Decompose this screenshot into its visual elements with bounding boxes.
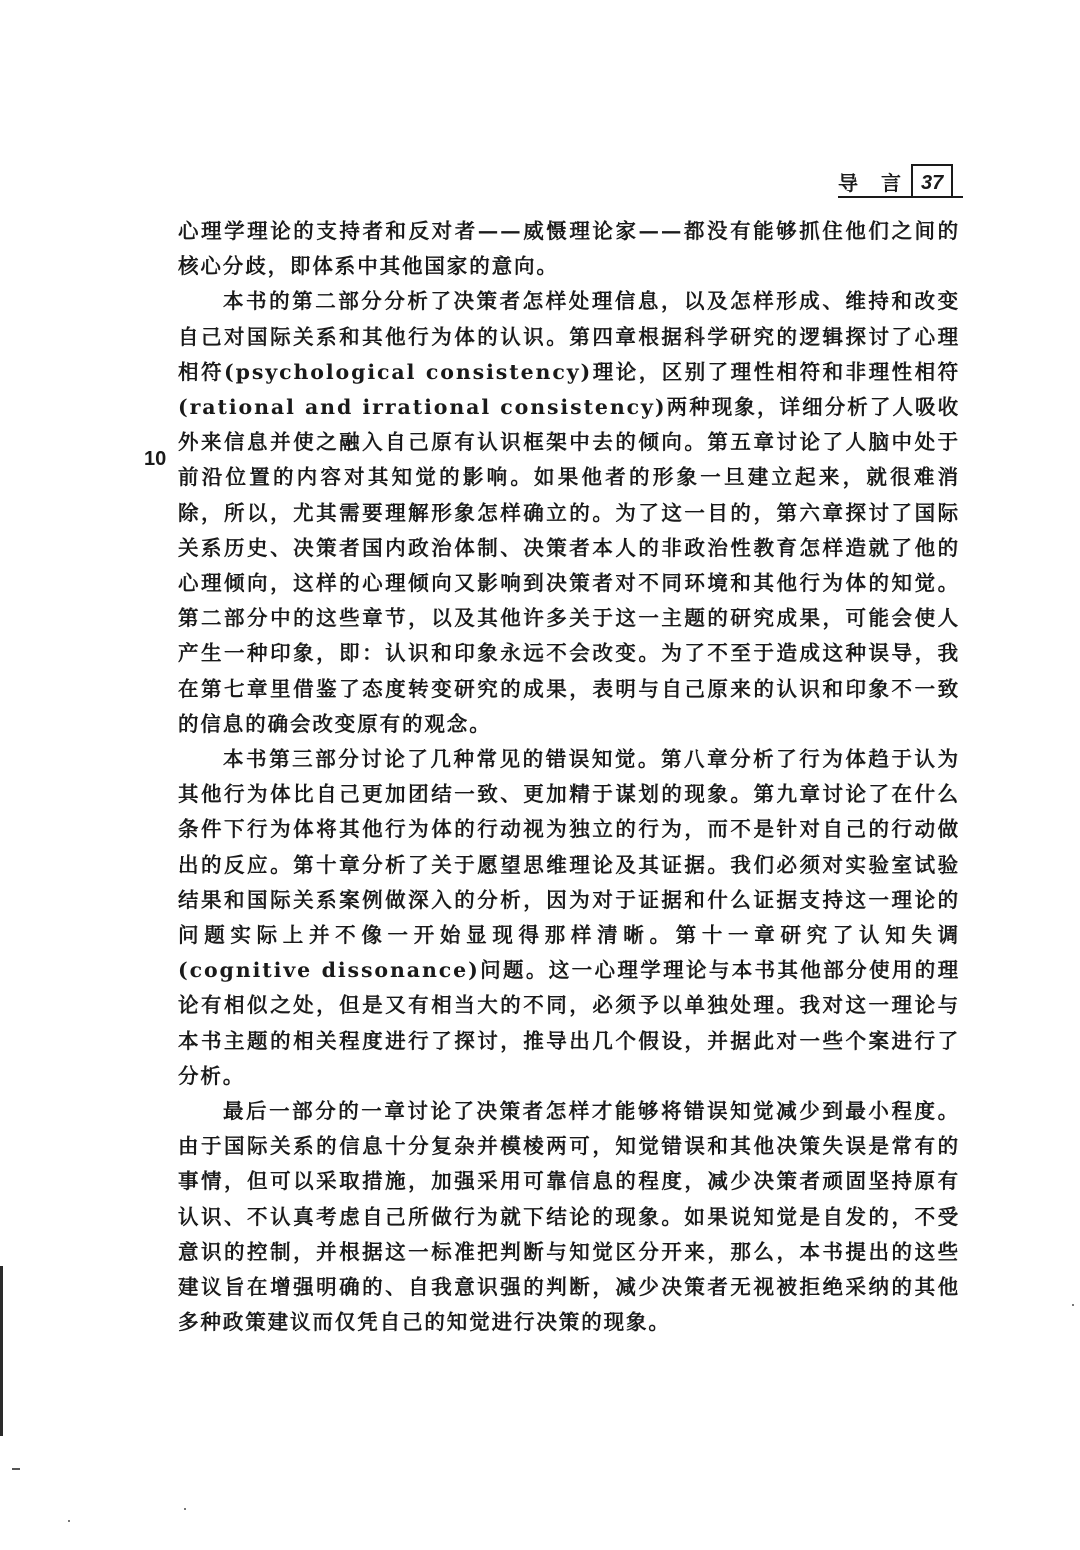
scan-speck: [184, 1508, 186, 1510]
page-number: 37: [911, 164, 953, 198]
scan-speck: [1072, 1304, 1074, 1306]
header-rule: [838, 196, 963, 198]
paragraph-3: 本书第三部分讨论了几种常见的错误知觉。第八章分析了行为体趋于认为其他行为体比自己更加团结一致、更加精于谋划的现象。第九章讨论了在什么条件下行为体将其他行为体的行动视为独立的行为，而不是针对自己的行动做出的反应。第十章分析了关于愿望思维理论及其证据。我们必须对实验室试验结果和国际关系案例做深入的分析，因为对于证据和什么证据支持这一理论的问题实际上并不像一开始显现得那样清晰。第十一章研究了认知失调(cognitive dissonance)问题。这一心理学理论与本书其他部分使用的理论有相似之处，但是又有相当大的不同，必须予以单独处理。我对这一理论与本书主题的相关程度进行了探讨，推导出几个假设，并据此对一些个案进行了分析。: [178, 747, 960, 1088]
section-title: 导 言: [838, 171, 909, 195]
margin-line-number: 10: [144, 448, 167, 470]
scan-speck: [68, 1520, 70, 1522]
body-text: [178, 214, 960, 1341]
scan-edge-mark: [0, 1266, 3, 1436]
running-header: [838, 158, 953, 198]
paragraph-4: 最后一部分的一章讨论了决策者怎样才能够将错误知觉减少到最小程度。由于国际关系的信息十分复杂并模棱两可，知觉错误和其他决策失误是常有的事情，但可以采取措施，加强采用可靠信息的程度，减少决策者顽固坚持原有认识、不认真考虑自己所做行为就下结论的现象。如果说知觉是自发的，不受意识的控制，并根据这一标准把判断与知觉区分开来，那么，本书提出的这些建议旨在增强明确的、自我意识强的判断，减少决策者无视被拒绝采纳的其他多种政策建议而仅凭自己的知觉进行决策的现象。: [178, 1099, 960, 1335]
paragraph-1: 心理学理论的支持者和反对者——威慑理论家——都没有能够抓住他们之间的核心分歧，即体系中其他国家的意向。: [178, 219, 960, 279]
paragraph-2: 本书的第二部分分析了决策者怎样处理信息，以及怎样形成、维持和改变自己对国际关系和其他行为体的认识。第四章根据科学研究的逻辑探讨了心理相符(psychological consistency)理论，区别了理性相符和非理性相符(rational and irrational consistency)两种现象，详细分析了人吸收外来信息并使之融入自己原有认识框架中去的倾向。第五章讨论了人脑中处于前沿位置的内容对其知觉的影响。如果他者的形象一旦建立起来，就很难消除，所以，尤其需要理解形象怎样确立的。为了这一目的，第六章探讨了国际关系历史、决策者国内政治体制、决策者本人的非政治性教育怎样造就了他的心理倾向，这样的心理倾向又影响到决策者对不同环境和其他行为体的知觉。第二部分中的这些章节，以及其他许多关于这一主题的研究成果，可能会使人产生一种印象，即：认识和印象永远不会改变。为了不至于造成这种误导，我在第七章里借鉴了态度转变研究的成果，表明与自己原来的认识和印象不一致的信息的确会改变原有的观念。: [178, 289, 960, 736]
scan-dash-mark: [12, 1468, 20, 1470]
